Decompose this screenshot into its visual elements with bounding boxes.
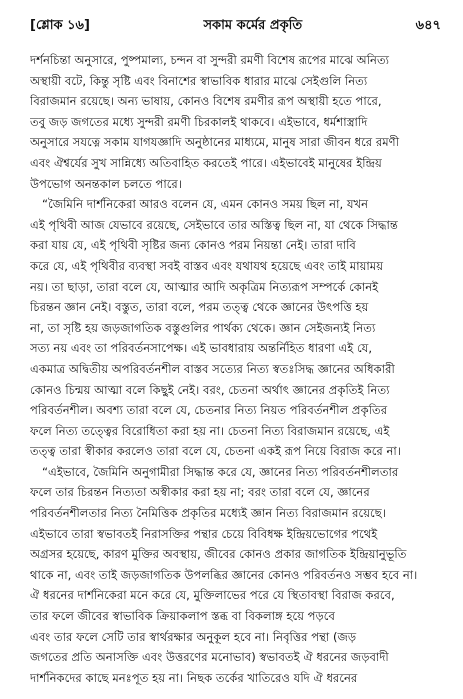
text-line: দার্শনিকদের কাছে মনঃপূত হয় না। নিছক তর্কের খাতিরেও যদি ঐ ধরনের xyxy=(30,670,358,685)
paragraph xyxy=(30,462,443,689)
text-line: চিরন্তন জ্ঞান নেই। বস্তুত, তারা বলে, পরম তত্ত্ব থেকে জ্ঞানের উৎপত্তি হয় xyxy=(30,300,369,315)
text-line: এবং তার ফলে সেটি তার স্বার্থরক্ষার অনুকূল হবে না। নিবৃত্তির পন্থা (জড় xyxy=(30,629,357,644)
text-line: করা যায় যে, এই পৃথিবী সৃষ্টির জন্য কোনও পরম নিয়ন্তা নেই। তারা দাবি xyxy=(30,238,356,253)
text-line: অগ্রসর হয়েছে, কারণ মুক্তির অবস্থায়, জীবের কোনও প্রকার জাগতিক ইন্দ্রিয়ানুভূতি xyxy=(30,547,407,562)
text-line: এইভাবে তারা স্বভাবতই নিরাসক্তির পন্থার চেয়ে বিবিধক্ষ ইন্দ্রিয়ভোগের পথেই xyxy=(30,526,378,541)
text-line: অনুসারে সযত্নে সকাম যাগযজ্ঞাদি অনুষ্ঠানের মাধ্যমে, মানুষ সারা জীবন ধরে রমণী xyxy=(30,135,400,150)
text-line: একমাত্র অদ্বিতীয় অপরিবর্তনশীল বাস্তব সত্যের নিত্য স্বতঃসিদ্ধ জ্ঞানের অধিকারী xyxy=(30,361,395,376)
text-line: এই পৃথিবী আজ যেভাবে রয়েছে, সেইভাবে তার অস্তিত্ব ছিল না, যা থেকে সিদ্ধান্ত xyxy=(30,217,398,232)
text-line: নয়। তা ছাড়া, তারা বলে যে, আত্মার আদি অকৃত্রিম নিত্যরূপ সম্পর্কে কোনই xyxy=(30,279,379,294)
text-line: পরিবর্তনশীলতার নিত্য নৈমিত্তিক প্রকৃতির মধ্যেই জ্ঞান নিত্য বিরাজমান রয়েছে। xyxy=(30,506,386,521)
text-line: এবং ঐশ্বর্যের সুখ সান্নিধ্যে অতিবাহিত করতেই পারে। এইভাবেই মানুষের ইন্দ্রিয় xyxy=(30,155,382,170)
page-number: ৬৪৭ xyxy=(415,18,441,33)
page-header xyxy=(30,16,443,38)
text-line: তবু জড় জগতের মধ্যে সুন্দরী রমণী চিরকালই থাকবে। এইভাবে, ধর্মশাস্ত্রাদি xyxy=(30,114,368,129)
text-line: জগতের প্রতি অনাসক্তি এবং উত্তরণের মনোভাব) স্বভাবতই ঐ ধরনের জড়বাদী xyxy=(30,650,389,665)
verse-reference: [শ্লোক ১৬] xyxy=(30,18,90,33)
text-line: না, তা সৃষ্টি হয় জড়জাগতিক বস্তুগুলির পার্থক্য থেকে। জ্ঞান সেইজন্যই নিত্য xyxy=(30,320,376,335)
text-line: করে যে, এই পৃথিবীর ব্যবস্থা সবই বাস্তব এবং যথাযথ হয়েছে এবং তাই মায়াময় xyxy=(30,258,384,273)
text-line: তার ফলে জীবের স্বাভাবিক ক্রিয়াকলাপ স্তব্ধ বা বিকলাঙ্গ হয়ে পড়বে xyxy=(30,609,335,624)
text-line: সত্য নয় এবং তা পরিবর্তনসাপেক্ষ। এই ভাবধারায় অন্তর্নিহিত ধারণা এই যে, xyxy=(30,341,373,356)
text-line: “এইভাবে, জৈমিনি অনুগামীরা সিদ্ধান্ত করে যে, জ্ঞানের নিত্য পরিবর্তনশীলতার xyxy=(42,464,399,479)
text-line: অস্থায়ী বটে, কিন্তু সৃষ্টি এবং বিনাশের স্বাভাবিক ধারার মাঝে সেইগুলি নিত্য xyxy=(30,73,368,88)
text-line: পরিবর্তনশীল। অবশ্য তারা বলে যে, চেতনার নিত্য নিয়ত পরিবর্তনশীল প্রকৃতির xyxy=(30,403,388,418)
text-line: ঐ ধরনের দার্শনিকেরা মনে করে যে, মুক্তিলাভের পরে যে স্থিতাবস্থা বিরাজ করবে, xyxy=(30,588,395,603)
text-line: বিরাজমান রয়েছে। অন্য ভাষায়, কোনও বিশেষ রমণীর রূপ অস্থায়ী হতে পারে, xyxy=(30,94,382,109)
text-line: তত্ত্ব তারা স্বীকার করলেও তারা বলে যে, চেতনা একই রূপ নিয়ে বিরাজ করে না। xyxy=(30,444,401,459)
text-line: কোনও চিন্ময় আত্মা বলে কিছুই নেই। বরং, চেতনা অর্থাৎ জ্ঞানের প্রকৃতিই নিত্য xyxy=(30,382,390,397)
text-line: দর্শনচিন্তা অনুসারে, পুষ্পমাল্য, চন্দন বা সুন্দরী রমণী বিশেষ রূপের মাঝে অনিত্য xyxy=(30,53,390,67)
page-body xyxy=(30,50,443,688)
paragraph xyxy=(30,50,443,194)
paragraph xyxy=(30,194,443,462)
text-line: “জৈমিনি দার্শনিকেরা আরও বলেন যে, এমন কোনও সময় ছিল না, যখন xyxy=(42,197,369,212)
text-line: থাকে না, এবং তাই জড়জাগতিক উপলব্ধির জ্ঞানের কোনও পরিবর্তনও সম্ভব হবে না। xyxy=(30,567,418,582)
text-line: ফলে নিত্য তত্ত্বের বিরোধিতা করা হয় না। চেতনা নিত্য বিরাজমান রয়েছে, এই xyxy=(30,423,390,438)
chapter-title: সকাম কর্মের প্রকৃতি xyxy=(203,18,303,33)
text-line: উপভোগ অনন্তকাল চলতে পারে। xyxy=(30,176,182,191)
text-line: ফলে তার চিরন্তন নিত্যতা অস্বীকার করা হয় না; বরং তারা বলে যে, জ্ঞানের xyxy=(30,485,370,500)
